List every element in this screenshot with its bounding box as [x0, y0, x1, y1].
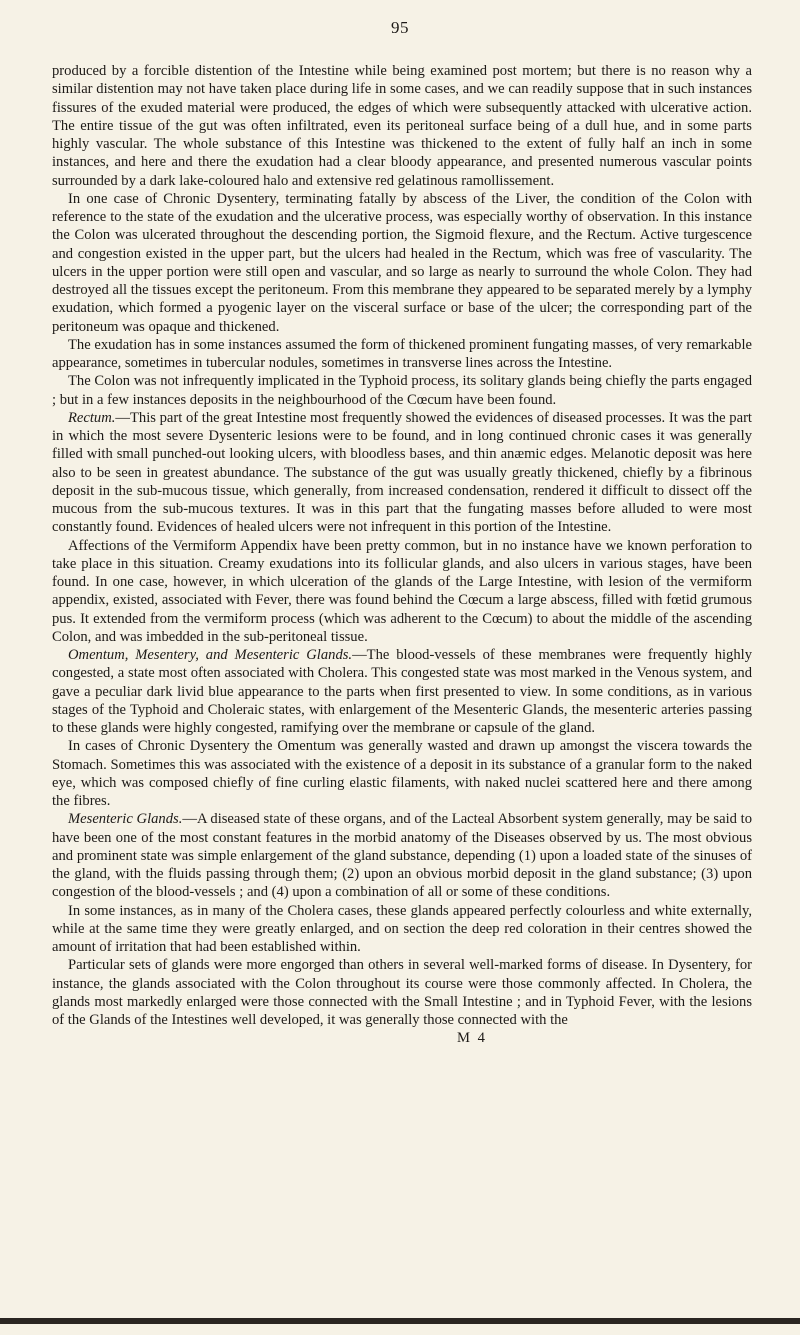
- paragraph-chronic-dysentery: In one case of Chronic Dysentery, terminating fatally by abscess of the Liver, the condition of the Colon with reference to the state of the exudation and the ulcerative process, was especially worthy of observation. In this instance the Colon was ulcerated throughout the descending portion, the Sigmoid flexure, and the Rectum. Active turgescence and congestion existed in the upper part, but the ulcers had healed in the Rectum, which was free of vascularity. The ulcers in the upper portion were still open and vascular, and so large as nearly to surround the whole Colon. They had destroyed all the tissues except the peritoneum. From this membrane they appeared to be separated merely by a lymphy exudation, which formed a pyogenic layer on the visceral surface or base of the ulcer; the corresponding part of the peritoneum was opaque and thickened.: [52, 190, 752, 335]
- paragraph-mesenteric-glands-text: —A diseased state of these organs, and of the Lacteal Absorbent system generally, may be said to have been one of the most constant features in the morbid anatomy of the Diseases observed by us. The most obvious and prominent state was simple enlargement of the gland substance, depending (1) upon a loaded state of the sinuses of the gland, with the fluids passing through them; (2) upon an obvious morbid deposit in the gland substance; (3) upon congestion of the blood-vessels ; and (4) upon a combination of all or some of these conditions.: [52, 811, 752, 901]
- page-number: 95: [391, 18, 409, 37]
- signature-mark: M 4: [457, 1030, 487, 1047]
- section-heading-omentum: Omentum, Mesentery, and Mesenteric Glands.: [68, 647, 353, 663]
- paragraph-exudation: The exudation has in some instances assumed the form of thickened prominent fungating masses, of very remarkable appearance, sometimes in tubercular nodules, sometimes in transverse lines across the Intestine.: [52, 336, 752, 371]
- section-heading-rectum: Rectum.: [68, 409, 116, 426]
- paragraph-vermiform-appendix: Affections of the Vermiform Appendix have been pretty common, but in no instance have we known perforation to take place in this situation. Creamy exudations into its follicular glands, and also ulcers in various stages, have been found. In one case, however, in which ulceration of the glands of the Large Intestine, with lesion of the vermiform appendix, existed, associated with Fever, there was found behind the Cœcum a large abscess, filled with fœtid grumous pus. It extended from the vermiform process (which was adherent to the Cœcum) to about the middle of the ascending Colon, and was imbedded in the sub-peritoneal tissue.: [52, 537, 752, 645]
- paragraph-omentum-dysentery: In cases of Chronic Dysentery the Omentum was generally wasted and drawn up amongst the viscera towards the Stomach. Sometimes this was associated with the existence of a deposit in its substance of a granular form to the naked eye, which was composed chiefly of fine curling elastic filaments, with naked nuclei scattered here and there among the fibres.: [52, 738, 752, 809]
- paragraph-omentum: [52, 646, 752, 737]
- paragraph-rectum-text: —This part of the great Intestine most frequently showed the evidences of diseased processes. It was the part in which the most severe Dysenteric lesions were to be found, and in long continued chronic cases it was generally filled with small punched-out looking ulcers, with bloodless bases, and thin anæmic edges. Melanotic deposit was here also to be seen in greatest abundance. The substance of the gut was usually greatly thickened, chiefly by a fibrinous deposit in the sub-mucous tissue, which generally, from increased condensation, rendered it difficult to dissect off the mucous from the sub-mucous textures. It was in this part that the fungating masses before alluded to were most constantly found. Evidences of healed ulcers were not infrequent in this portion of the Intestine.: [52, 409, 752, 536]
- section-heading-mesenteric-glands: Mesenteric Glands.: [68, 811, 183, 828]
- paragraph-particular-glands: Particular sets of glands were more engorged than others in several well-marked forms of disease. In Dysentery, for instance, the glands associated with the Colon throughout its course were those commonly affected. In Cholera, the glands most markedly enlarged were those connected with the Small Intestine ; and in Typhoid Fever, with the lesions of the Glands of the Intestines well developed, it was generally those connected with the: [52, 957, 752, 1028]
- paragraph-rectum: [52, 409, 752, 537]
- paragraph-continuation: produced by a forcible distention of the Intestine while being examined post mortem; but there is no reason why a similar distention may not have taken place during life in some cases, and we can readily suppose that in such instances fissures of the exuded material were produced, the edges of which were subsequently attacked with ulcerative action. The entire tissue of the gut was often infiltrated, even its peritoneal surface being of a dull hue, and in some parts highly vascular. The whole substance of this Intestine was thickened to the extent of fully half an inch in some instances, and here and there the exudation had a clear bloody appearance, and presented numerous vascular points surrounded by a dark lake-coloured halo and extensive red gelatinous ramollissement.: [52, 63, 752, 189]
- paragraph-typhoid-colon: The Colon was not infrequently implicated in the Typhoid process, its solitary glands being chiefly the parts engaged ; but in a few instances deposits in the neighbourhood of the Cœcum have been found.: [52, 373, 752, 408]
- paragraph-omentum-text: —The blood-vessels of these membranes were frequently highly congested, a state most often associated with Cholera. This congested state was most marked in the Venous system, and gave a peculiar dark livid blue appearance to the parts when first presented to view. In some conditions, as in various stages of the Typhoid and Choleraic states, with enlargement of the Mesenteric Glands, the mesenteric arteries passing to these glands were highly congested, ramifying over the membrane or capsule of the gland.: [52, 647, 752, 736]
- paragraph-cholera-glands: In some instances, as in many of the Cholera cases, these glands appeared perfectly colourless and white externally, while at the same time they were greatly enlarged, and on section the deep red coloration in their centres showed the amount of irritation that had been established within.: [52, 902, 752, 955]
- paragraph-mesenteric-glands: [52, 810, 752, 901]
- page-bottom-edge: [0, 1318, 800, 1324]
- body-text: [52, 62, 752, 1047]
